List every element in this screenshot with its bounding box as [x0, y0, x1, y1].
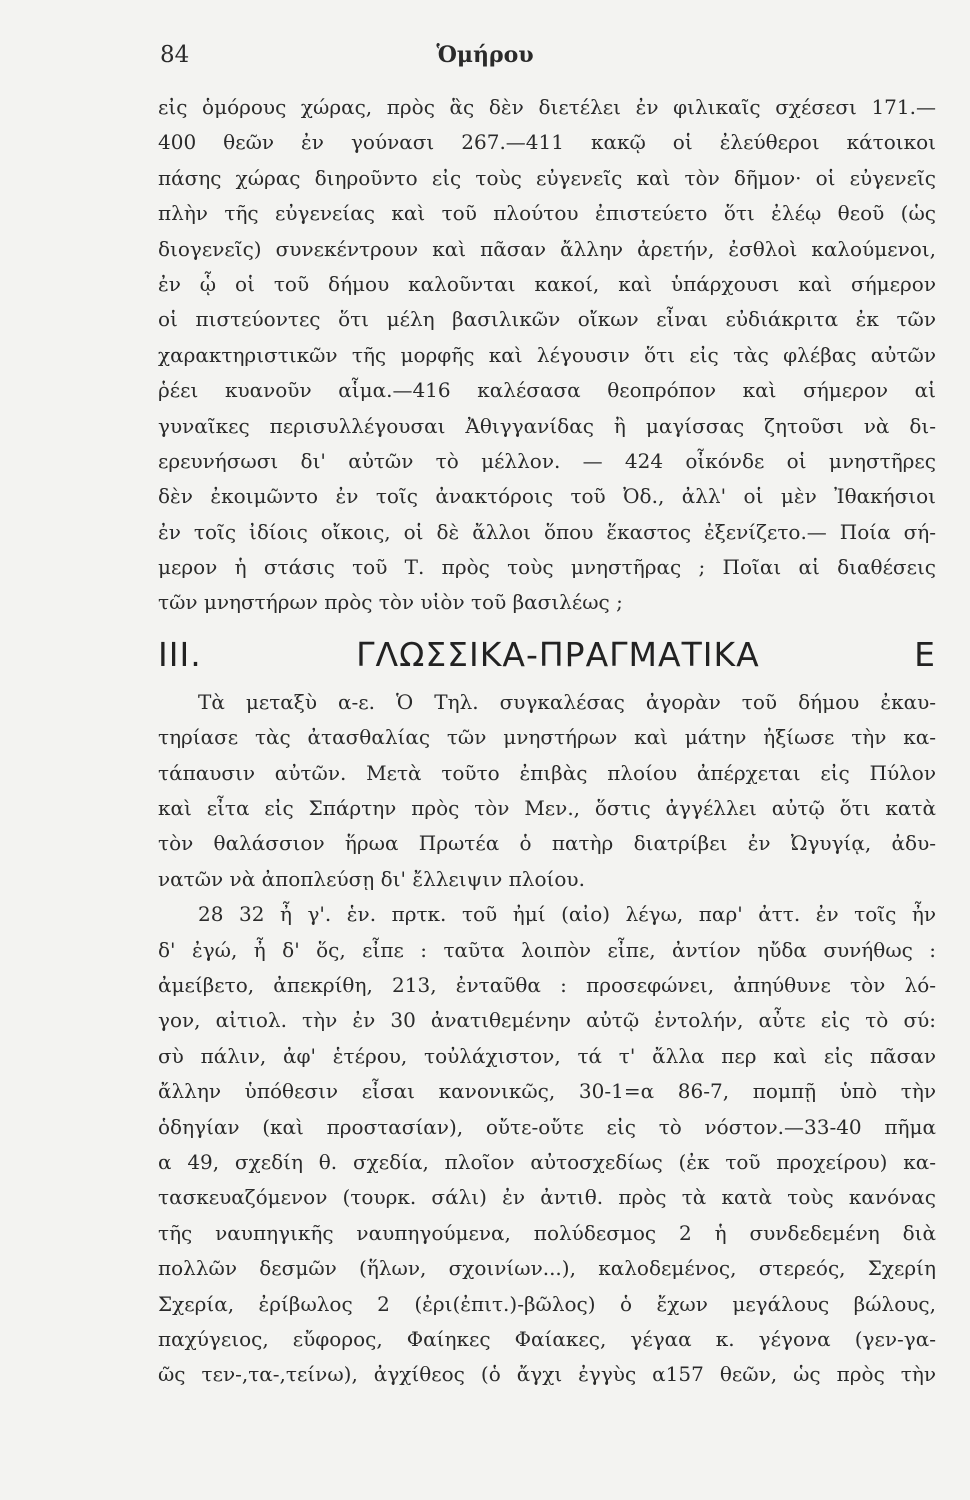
page-body [158, 90, 936, 1393]
text-line: δ' ἐγώ, ἦ δ' ὅς, εἶπε : ταῦτα λοιπὸν εἶπε, ἀντίον ηὔδα συνήθως : [158, 937, 936, 962]
text-line: παχύγειος, εὔφορος, Φαίηκες Φαίακες, γέγαα κ. γέγονα (γεν-γα- [158, 1326, 936, 1351]
text-line: γον, αἰτιολ. τὴν ἐν 30 ἀνατιθεμένην αὐτῷ ἐντολήν, αὖτε εἰς τὸ σύ: [158, 1008, 936, 1033]
running-title: Ὁμήρου [436, 42, 534, 68]
text-line: τῶν μνηστήρων πρὸς τὸν υἱὸν τοῦ βασιλέως ; [158, 590, 623, 615]
text-line: ῥέει κυανοῦν αἷμα.—416 καλέσασα θεοπρόπον καὶ σήμερον αἱ [158, 378, 936, 403]
text-line: ἄλλην ὑπόθεσιν εἶσαι κανονικῶς, 30-1=α 86-7, πομπῇ ὑπὸ τὴν [158, 1079, 936, 1104]
text-line: τάπαυσιν αὐτῶν. Μετὰ τοῦτο ἐπιβὰς πλοίου ἀπέρχεται εἰς Πύλον [158, 760, 936, 785]
commentary-bottom [158, 685, 936, 1393]
text-line: α 49, σχεδίη θ. σχεδία, πλοῖον αὐτοσχεδίως (ἐκ τοῦ προχείρου) κα- [158, 1149, 936, 1174]
text-line: εἰς ὁμόρους χώρας, πρὸς ἃς δὲν διετέλει ἐν φιλικαῖς σχέσεσι 171.— [158, 95, 936, 119]
text-line: τῆς ναυπηγικῆς ναυπηγούμενα, πολύδεσμος 2 ἡ συνδεδεμένη διὰ [158, 1220, 936, 1245]
text-line: Σχερία, ἐρίβωλος 2 (ἐρι(ἐπιτ.)-βῶλος) ὁ ἔχων μεγάλους βώλους, [158, 1291, 936, 1316]
text-line: ῶς τεν-,τα-,τείνω), ἀγχίθεος (ὁ ἄγχι ἐγγὺς α157 θεῶν, ὡς πρὸς τὴν [158, 1362, 936, 1387]
text-line: ὁδηγίαν (καὶ προστασίαν), οὔτε-οὔτε εἰς τὸ νόστον.—33-40 πῆμα [158, 1114, 936, 1139]
text-line: χαρακτηριστικῶν τῆς μορφῆς καὶ λέγουσιν ὅτι εἰς τὰς φλέβας αὐτῶν [158, 342, 936, 367]
text-line: 400 θεῶν ἐν γούνασι 267.—411 κακῷ οἱ ἐλεύθεροι κάτοικοι [158, 130, 936, 155]
text-line: οἱ πιστεύοντες ὅτι μέλη βασιλικῶν οἴκων εἶναι εὐδιάκριτα ἐκ τῶν [158, 307, 936, 332]
text-line: τασκευαζόμενον (τουρκ. σάλι) ἐν ἀντιθ. πρὸς τὰ κατὰ τοὺς κανόνας [158, 1185, 936, 1210]
text-line: ἐν ᾧ οἱ τοῦ δήμου καλοῦνται κακοί, καὶ ὑπάρχουσι καὶ σήμερον [158, 271, 936, 296]
text-line: ἀμείβετο, ἀπεκρίθη, 213, ἐνταῦθα : προσεφώνει, ἀπηύθυνε τὸν λό- [158, 972, 936, 997]
text-line: διογενεῖς) συνεκέντρουν καὶ πᾶσαν ἄλλην ἀρετήν, ἐσθλοὶ καλούμενοι, [158, 236, 936, 261]
text-line: πολλῶν δεσμῶν (ἥλων, σχοινίων...), καλοδεμένος, στερεός, Σχερίη [158, 1256, 936, 1281]
text-line: πλὴν τῆς εὐγενείας καὶ τοῦ πλούτου ἐπιστεύετο ὅτι ἐλέῳ θεοῦ (ὡς [158, 201, 936, 226]
text-line: τηρίασε τὰς ἀτασθαλίας τῶν μνηστήρων καὶ μάτην ἠξίωσε τὴν κα- [158, 725, 936, 750]
text-line: 28 32 ἦ γ'. ἑν. πρτκ. τοῦ ἠμί (αἰο) λέγω, παρ' ἀττ. ἐν τοῖς ἦν [198, 902, 936, 927]
text-line: δὲν ἐκοιμῶντο ἐν τοῖς ἀνακτόροις τοῦ Ὀδ., ἀλλ' οἱ μὲν Ἰθακήσιοι [158, 484, 936, 509]
text-line: νατῶν νὰ ἀποπλεύσῃ δι' ἔλλειψιν πλοίου. [158, 866, 585, 891]
text-line: γυναῖκες περισυλλέγουσαι Ἀθιγγανίδας ἢ μαγίσσας ζητοῦσι νὰ δι- [158, 413, 936, 438]
text-line: σὺ πάλιν, ἀφ' ἑτέρου, τοὐλάχιστον, τά τ' ἄλλα περ καὶ εἰς πᾶσαν [158, 1043, 936, 1068]
text-line: τὸν θαλάσσιον ἥρωα Πρωτέα ὁ πατὴρ διατρίβει ἐν Ὠγυγίᾳ, ἀδυ- [158, 831, 936, 856]
text-line: Τὰ μεταξὺ α-ε. Ὁ Τηλ. συγκαλέσας ἀγορὰν τοῦ δήμου ἐκαυ- [198, 689, 936, 714]
commentary-top [158, 90, 936, 621]
text-line: ἐν τοῖς ἰδίοις οἴκοις, οἱ δὲ ἄλλοι ὅπου ἕκαστος ἐξενίζετο.— Ποία σή- [158, 519, 936, 544]
text-line: καὶ εἶτα εἰς Σπάρτην πρὸς τὸν Μεν., ὅστις ἀγγέλλει αὐτῷ ὅτι κατὰ [158, 796, 936, 821]
text-line: μερον ἡ στάσις τοῦ Τ. πρὸς τοὺς μνηστῆρας ; Ποῖαι αἱ διαθέσεις [158, 555, 936, 580]
text-line: πάσης χώρας διηροῦντο εἰς τοὺς εὐγενεῖς καὶ τὸν δῆμον· οἱ εὐγενεῖς [158, 165, 936, 190]
text-line: ερευνήσωσι δι' αὐτῶν τὸ μέλλον. — 424 οἶκόνδε οἱ μνηστῆρες [158, 448, 936, 473]
page-header [0, 34, 970, 74]
page-number: 84 [160, 42, 190, 68]
section-heading: III. ΓΛΩΣΣΙΚΑ-ΠΡΑΓΜΑΤΙΚΑ Ε [158, 634, 936, 674]
